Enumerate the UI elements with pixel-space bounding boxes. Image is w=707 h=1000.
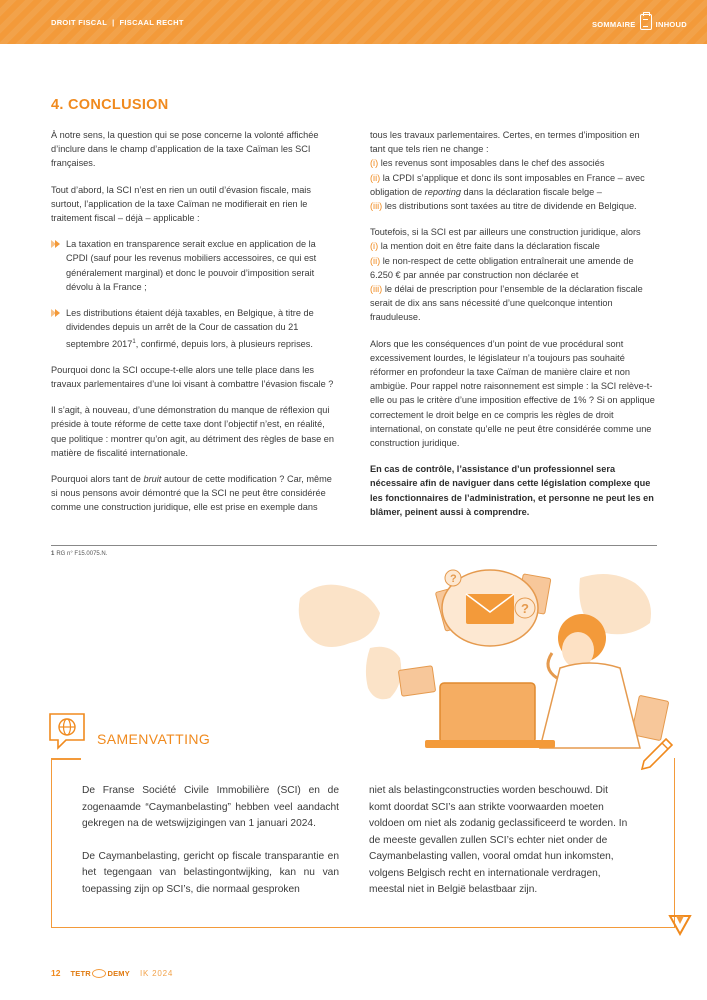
- section-nl: FISCAAL RECHT: [119, 18, 184, 27]
- paragraph: Il s’agit, à nouveau, d’une démonstration du manque de réflexion qui préside à toute réforme de cette taxe dont l’objectif n’est, en réalité, que politique : montrer qu’on agit, au détriment des règles de base en matière de fiscalité internationale.: [51, 405, 334, 458]
- corner-arrow-icon: [668, 912, 692, 936]
- bullet-text: La taxation en transparence serait exclue en application de la CPDI (sauf pour les revenus mobiliers accessoires, ce qui est généralement marginal) et donc le pouvoir d’imposition serait dévolu à la France ;: [66, 239, 317, 292]
- bullet-item: [51, 306, 338, 351]
- clipboard-icon[interactable]: [640, 14, 652, 30]
- footnote-number: 1: [51, 551, 55, 557]
- bullet-text: [66, 308, 314, 348]
- summary-column-right: [369, 783, 628, 915]
- text-part: autour de cette modification ? Car, même si nous pensons avoir démontré que la SCI ne peut être considérée comme une construction juridique, elle est prise en exemple dans: [51, 473, 332, 513]
- list-text: les distributions sont taxées au titre de dividende en Belgique.: [384, 201, 637, 212]
- inhoud-label[interactable]: INHOUD: [655, 19, 687, 29]
- roman-list: [370, 156, 657, 213]
- list-item: [370, 239, 657, 253]
- summary-title: SAMENVATTING: [97, 731, 211, 747]
- paragraph: [51, 472, 338, 515]
- pencil-icon: [636, 735, 676, 775]
- stressed-person-illustration: [290, 558, 690, 758]
- list-number: (iii): [370, 201, 383, 212]
- paragraph: Alors que les conséquences d’un point de vue procédural sont excessivement lourdes, le législateur n’a toujours pas souhaité réformer en profondeur la taxe Caïman de manière claire et non ambigüe. Pour rappel notre raisonnement est simple : la SCI relève-t-elle ou pas le critère d’une imposition effective de 1% ? Si on applique correctement le droit belge en ce compris les règles de droit international, on constate qu’elle ne peut être considérée comme une construction juridique.: [370, 338, 655, 449]
- person-figure: [540, 614, 640, 748]
- list-item: [370, 171, 657, 199]
- svg-text:?: ?: [450, 573, 457, 585]
- list-number: (i): [370, 241, 379, 252]
- globe-chat-icon: [48, 712, 90, 752]
- list-text: la CPDI s’applique et donc ils sont imposables en France – avec obligation de: [370, 172, 645, 197]
- list-text: le non-respect de cette obligation entraînerait une amende de 6.250 € par année par construction non déclarée et: [370, 255, 634, 280]
- bullet-item: [51, 237, 338, 294]
- list-item: [370, 254, 657, 282]
- list-item: [370, 199, 657, 213]
- list-number: (i): [370, 158, 379, 169]
- footnote-divider: [51, 545, 657, 546]
- list-text: le délai de prescription pour l’ensemble de la déclaration fiscale serait de dix ans sans nécessité d’une quelconque intention frauduleuse.: [370, 284, 643, 323]
- paragraph-bold: En cas de contrôle, l’assistance d’un professionnel sera nécessaire afin de naviguer dans cette législation complexe que les fonctionnaires de l’administration, et personne ne peut les en blâmer, peinent aussi à comprendre.: [370, 464, 654, 517]
- list-number: (ii): [370, 255, 381, 266]
- logo-mark: [92, 969, 106, 978]
- section-separator: |: [112, 18, 115, 27]
- article-column-right: [370, 128, 657, 531]
- list-item: [370, 156, 657, 170]
- bullet-text-part: Les distributions étaient déjà taxables, en Belgique, à titre de dividendes depuis un arrêt de la Cour de cassation du 21 septembre 2017: [66, 308, 314, 349]
- summary-column-left: [82, 783, 339, 914]
- text-part: Pourquoi alors tant de: [51, 473, 144, 484]
- list-number: (ii): [370, 172, 381, 183]
- list-item: [370, 282, 657, 325]
- sommaire-label[interactable]: SOMMAIRE: [591, 19, 636, 29]
- section-breadcrumb: [51, 18, 184, 27]
- issue-label: IK 2024: [139, 968, 174, 978]
- double-arrow-icon: [51, 240, 61, 248]
- laptop-shape: [425, 683, 555, 748]
- paragraph: À notre sens, la question qui se pose concerne la volonté affichée d’inclure dans le champ d’application de la taxe Caïman les SCI françaises.: [51, 130, 319, 169]
- table-of-contents-link[interactable]: [592, 18, 687, 30]
- list-text: dans la déclaration fiscale belge –: [460, 186, 602, 197]
- section-fr: DROIT FISCAL: [51, 18, 108, 27]
- footnote-text: RG n° F15.0075.N.: [56, 551, 108, 557]
- header-bar: [0, 0, 707, 44]
- article-column-left: [51, 128, 338, 527]
- list-text: la mention doit en être faite dans la déclaration fiscale: [380, 241, 600, 252]
- summary-paragraph: niet als belastingconstructies worden beschouwd. Dit komt doordat SCI’s aan strikte voorwaarden moeten voldoen om niet als zodanig geclassificeerd te worden. In de meeste gevallen zullen SCI’s echter niet onder de Caymanbelasting vallen, vooral omdat hun inkomsten, volgens Belgisch recht en internationale verdragen, meestal niet in België belastbaar zijn.: [369, 785, 628, 895]
- paragraph: Pourquoi donc la SCI occupe-t-elle alors une telle place dans les travaux parlementaires d’une loi visant à combattre l’évasion fiscale ?: [51, 364, 334, 389]
- paragraph: Toutefois, si la SCI est par ailleurs une construction juridique, alors: [370, 227, 641, 238]
- footnote: [51, 551, 107, 557]
- summary-paragraph: De Caymanbelasting, gericht op fiscale transparantie en het tegengaan van belastingontwijking, kan nu van toepassing zijn op SCI’s, die normaal gesproken: [82, 850, 339, 895]
- paragraph: tous les travaux parlementaires. Certes, en termes d’imposition en tant que tels rien ne change :: [370, 130, 640, 155]
- list-number: (iii): [370, 284, 383, 295]
- text-emphasis: bruit: [143, 473, 162, 484]
- summary-paragraph: De Franse Société Civile Immobilière (SCI) en de zogenaamde “Caymanbelasting” hebben veel aandacht gekregen na de wetswijzigingen van 1 januari 2024.: [82, 785, 339, 829]
- svg-text:?: ?: [521, 601, 529, 616]
- logo-text: TETR: [70, 968, 91, 978]
- section-heading: 4. CONCLUSION: [51, 97, 169, 113]
- list-text: les revenus sont imposables dans le chef des associés: [380, 158, 605, 169]
- double-arrow-icon: [51, 309, 61, 317]
- page-number: 12: [51, 968, 61, 978]
- page-footer: [51, 968, 173, 978]
- tetracademy-logo: [70, 969, 129, 978]
- footnote-ref[interactable]: 1: [132, 338, 136, 345]
- bullet-text-part: , confirmé, depuis lors, à plusieurs reprises.: [135, 338, 313, 349]
- logo-text: DEMY: [107, 968, 130, 978]
- paragraph: Tout d’abord, la SCI n’est en rien un outil d’évasion fiscale, mais surtout, l’application de la taxe Caïman ne modifierait en rien le traitement fiscal – déjà – applicable :: [51, 184, 311, 224]
- roman-list: [370, 239, 657, 324]
- list-text-emphasis: reporting: [424, 186, 461, 197]
